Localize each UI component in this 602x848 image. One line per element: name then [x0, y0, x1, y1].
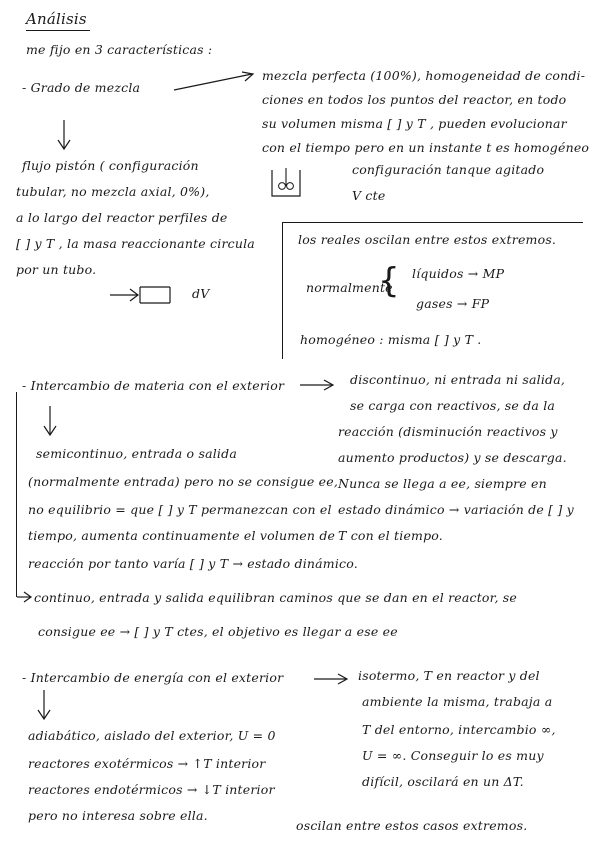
tube-element-icon — [108, 284, 178, 306]
arrow-right-icon — [312, 672, 352, 686]
piston-line-3: a lo largo del reactor perfiles de — [16, 210, 228, 225]
perfecta-line-3: su volumen misma [ ] y T , pueden evolucionar — [262, 116, 567, 131]
adiabatico-line-3: reactores endotérmicos → ↓T interior — [28, 782, 275, 797]
adiabatico-line-4: pero no interesa sobre ella. — [28, 808, 208, 823]
adiabatico-line-1: adiabático, aislado del exterior, U = 0 — [28, 728, 276, 743]
perfecta-line-4: con el tiempo pero en un instante t es homogéneo — [262, 140, 590, 155]
bracket-line — [16, 392, 17, 597]
perfecta-line-1: mezcla perfecta (100%), homogeneidad de condi- — [262, 68, 586, 83]
semicontinuo-line-3: no equilibrio = que [ ] y T permanezcan con el — [28, 502, 332, 517]
dv-label: dV — [192, 286, 210, 301]
arrow-down-icon — [42, 404, 58, 438]
energia-heading: - Intercambio de energía con el exterior — [22, 670, 284, 685]
oscilan-line: oscilan entre estos casos extremos. — [296, 818, 528, 833]
piston-line-2: tubular, no mezcla axial, 0%), — [16, 184, 210, 199]
intro-text: me fijo en 3 características : — [26, 42, 213, 57]
piston-line-1: flujo pistón ( configuración — [22, 158, 199, 173]
arrow-down-icon — [36, 688, 52, 722]
arrow-right-icon — [298, 378, 338, 392]
materia-heading: - Intercambio de materia con el exterior — [22, 378, 285, 393]
liquidos-line: líquidos → MP — [412, 266, 505, 281]
arrow-down-icon — [56, 118, 72, 152]
isotermo-line-4: U = ∞. Conseguir lo es muy — [362, 748, 544, 763]
isotermo-line-1: isotermo, T en reactor y del — [358, 668, 540, 683]
adiabatico-line-2: reactores exotérmicos → ↑T interior — [28, 756, 266, 771]
discontinuo-line-2: se carga con reactivos, se da la — [350, 398, 556, 413]
arrow-right-icon — [170, 68, 260, 98]
gases-line: gases → FP — [416, 296, 490, 311]
discontinuo-line-6: estado dinámico → variación de [ ] y — [338, 502, 574, 517]
isotermo-line-3: T del entorno, intercambio ∞, — [362, 722, 556, 737]
title-underline — [26, 30, 90, 31]
semicontinuo-line-5: reacción por tanto varía [ ] y T → estado dinámico. — [28, 556, 358, 571]
grado-heading: - Grado de mezcla — [22, 80, 141, 95]
isotermo-line-2: ambiente la misma, trabaja a — [362, 694, 553, 709]
semicontinuo-line-4: tiempo, aumenta continuamente el volumen de — [28, 528, 336, 543]
arrow-right-icon — [16, 590, 34, 604]
brace-icon: { — [378, 261, 400, 301]
piston-line-4: [ ] y T , la masa reaccionante circula — [16, 236, 255, 251]
reales-line: los reales oscilan entre estos extremos. — [298, 232, 557, 247]
page-title: Análisis — [26, 10, 87, 28]
piston-line-5: por un tubo. — [16, 262, 97, 277]
discontinuo-line-7: T con el tiempo. — [338, 528, 443, 543]
tanque-vcte: V cte — [352, 188, 386, 203]
discontinuo-line-5: Nunca se llega a ee, siempre en — [338, 476, 547, 491]
isotermo-line-5: difícil, oscilará en un ΔT. — [362, 774, 524, 789]
discontinuo-line-3: reacción (disminución reactivos y — [338, 424, 558, 439]
perfecta-line-2: ciones en todos los puntos del reactor, en todo — [262, 92, 567, 107]
normalmente-label: normalmente — [306, 280, 393, 295]
continuo-line-1: continuo, entrada y salida equilibran caminos que se dan en el reactor, se — [34, 590, 518, 605]
discontinuo-line-1: discontinuo, ni entrada ni salida, — [350, 372, 566, 387]
tanque-config: configuración tanque agitado — [352, 162, 545, 177]
continuo-line-2: consigue ee → [ ] y T ctes, el objetivo es llegar a ese ee — [38, 624, 398, 639]
semicontinuo-line-1: semicontinuo, entrada o salida — [36, 446, 237, 461]
discontinuo-line-4: aumento productos) y se descarga. — [338, 450, 567, 465]
semicontinuo-line-2: (normalmente entrada) pero no se consigue ee, — [28, 474, 339, 489]
homogeneo-line: homogéneo : misma [ ] y T . — [300, 332, 482, 347]
stirred-tank-icon — [268, 166, 308, 200]
